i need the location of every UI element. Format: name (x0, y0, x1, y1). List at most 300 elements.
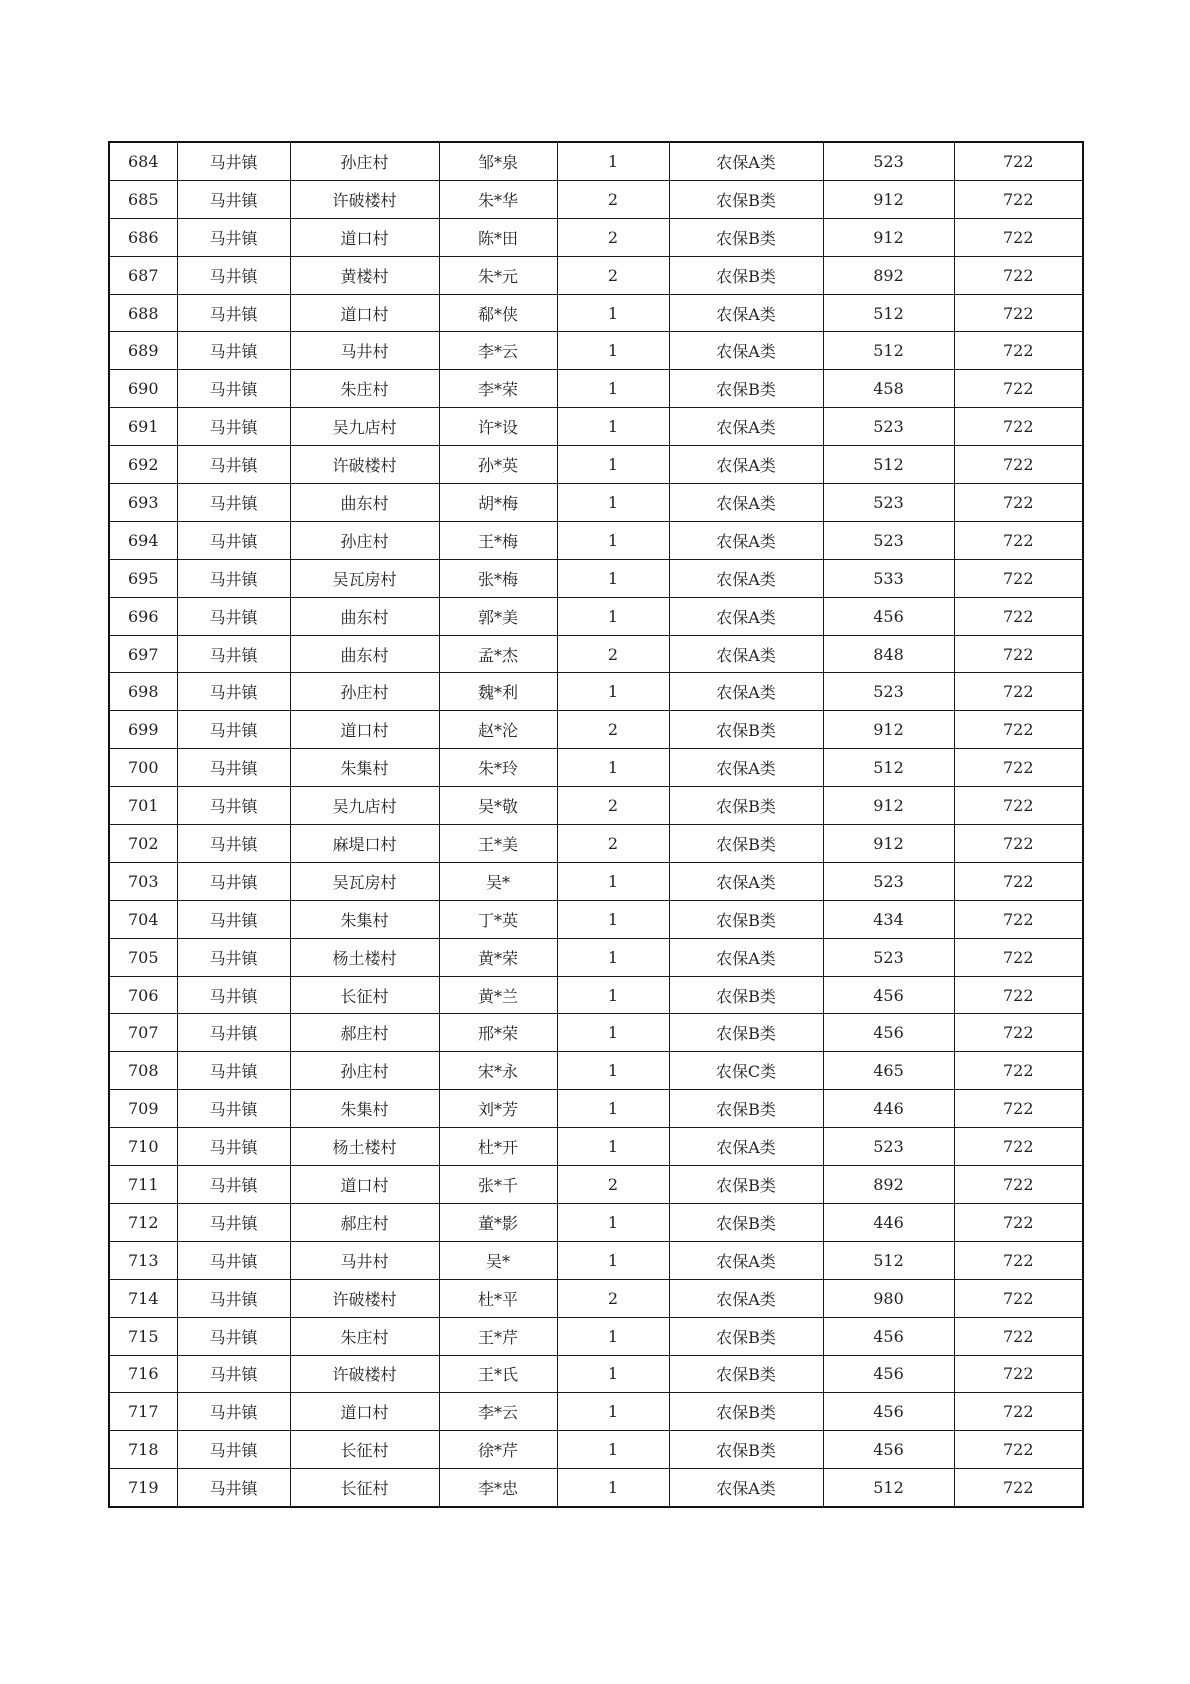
cell-category: 农保A类 (669, 635, 823, 673)
cell-standard: 722 (954, 332, 1083, 370)
table-row (109, 1279, 1083, 1317)
cell-count: 2 (557, 1279, 669, 1317)
cell-index: 705 (109, 938, 177, 976)
table-row (109, 1469, 1083, 1507)
cell-town: 马井镇 (177, 180, 290, 218)
cell-town: 马井镇 (177, 1469, 290, 1507)
cell-category: 农保A类 (669, 862, 823, 900)
cell-index: 701 (109, 787, 177, 825)
cell-standard: 722 (954, 1317, 1083, 1355)
cell-name: 魏*利 (439, 673, 557, 711)
cell-category: 农保B类 (669, 180, 823, 218)
cell-count: 1 (557, 862, 669, 900)
cell-village: 曲东村 (290, 484, 439, 522)
cell-amount: 456 (823, 976, 954, 1014)
cell-name: 杜*开 (439, 1128, 557, 1166)
cell-count: 2 (557, 218, 669, 256)
cell-village: 长征村 (290, 976, 439, 1014)
cell-count: 1 (557, 142, 669, 180)
cell-village: 道口村 (290, 711, 439, 749)
cell-amount: 892 (823, 1166, 954, 1204)
cell-count: 1 (557, 559, 669, 597)
cell-amount: 912 (823, 218, 954, 256)
cell-count: 1 (557, 1014, 669, 1052)
cell-amount: 446 (823, 1090, 954, 1128)
cell-count: 1 (557, 1090, 669, 1128)
cell-village: 孙庄村 (290, 1052, 439, 1090)
cell-village: 黄楼村 (290, 256, 439, 294)
table-row (109, 521, 1083, 559)
cell-village: 吴九店村 (290, 787, 439, 825)
cell-count: 1 (557, 673, 669, 711)
cell-town: 马井镇 (177, 1090, 290, 1128)
cell-town: 马井镇 (177, 976, 290, 1014)
cell-town: 马井镇 (177, 521, 290, 559)
cell-standard: 722 (954, 711, 1083, 749)
table-row (109, 332, 1083, 370)
cell-standard: 722 (954, 1431, 1083, 1469)
cell-village: 郝庄村 (290, 1203, 439, 1241)
cell-standard: 722 (954, 749, 1083, 787)
cell-count: 2 (557, 180, 669, 218)
cell-name: 黄*荣 (439, 938, 557, 976)
cell-name: 朱*华 (439, 180, 557, 218)
table-body (109, 142, 1083, 1507)
cell-village: 道口村 (290, 1166, 439, 1204)
table-row (109, 294, 1083, 332)
cell-name: 朱*玲 (439, 749, 557, 787)
table-row (109, 1014, 1083, 1052)
cell-index: 684 (109, 142, 177, 180)
cell-category: 农保B类 (669, 1317, 823, 1355)
cell-category: 农保A类 (669, 597, 823, 635)
cell-amount: 912 (823, 787, 954, 825)
cell-village: 吴瓦房村 (290, 559, 439, 597)
cell-category: 农保A类 (669, 142, 823, 180)
cell-name: 王*氏 (439, 1355, 557, 1393)
cell-standard: 722 (954, 1393, 1083, 1431)
cell-village: 长征村 (290, 1469, 439, 1507)
cell-village: 朱集村 (290, 900, 439, 938)
cell-village: 麻堤口村 (290, 825, 439, 863)
cell-count: 1 (557, 1431, 669, 1469)
cell-name: 吴* (439, 1241, 557, 1279)
cell-category: 农保A类 (669, 408, 823, 446)
cell-category: 农保A类 (669, 1279, 823, 1317)
cell-count: 1 (557, 370, 669, 408)
table-row (109, 1128, 1083, 1166)
cell-count: 1 (557, 521, 669, 559)
cell-category: 农保B类 (669, 370, 823, 408)
cell-index: 697 (109, 635, 177, 673)
cell-index: 687 (109, 256, 177, 294)
cell-town: 马井镇 (177, 787, 290, 825)
cell-village: 孙庄村 (290, 521, 439, 559)
cell-index: 694 (109, 521, 177, 559)
cell-category: 农保B类 (669, 825, 823, 863)
cell-category: 农保C类 (669, 1052, 823, 1090)
cell-town: 马井镇 (177, 1052, 290, 1090)
cell-index: 718 (109, 1431, 177, 1469)
table-row (109, 446, 1083, 484)
cell-standard: 722 (954, 825, 1083, 863)
table-row (109, 862, 1083, 900)
cell-category: 农保B类 (669, 711, 823, 749)
cell-village: 吴九店村 (290, 408, 439, 446)
cell-name: 李*云 (439, 332, 557, 370)
cell-village: 孙庄村 (290, 142, 439, 180)
table-row (109, 1052, 1083, 1090)
cell-name: 王*美 (439, 825, 557, 863)
cell-town: 马井镇 (177, 1431, 290, 1469)
table-row (109, 825, 1083, 863)
cell-category: 农保B类 (669, 1014, 823, 1052)
cell-amount: 456 (823, 1317, 954, 1355)
cell-standard: 722 (954, 408, 1083, 446)
cell-standard: 722 (954, 1166, 1083, 1204)
cell-index: 712 (109, 1203, 177, 1241)
cell-standard: 722 (954, 1355, 1083, 1393)
cell-name: 赵*沦 (439, 711, 557, 749)
cell-category: 农保B类 (669, 218, 823, 256)
cell-village: 孙庄村 (290, 673, 439, 711)
cell-count: 1 (557, 976, 669, 1014)
cell-standard: 722 (954, 673, 1083, 711)
cell-index: 702 (109, 825, 177, 863)
cell-index: 703 (109, 862, 177, 900)
cell-town: 马井镇 (177, 370, 290, 408)
table-row (109, 976, 1083, 1014)
cell-name: 董*影 (439, 1203, 557, 1241)
cell-amount: 512 (823, 749, 954, 787)
cell-standard: 722 (954, 597, 1083, 635)
cell-count: 1 (557, 484, 669, 522)
cell-town: 马井镇 (177, 1317, 290, 1355)
cell-town: 马井镇 (177, 1014, 290, 1052)
cell-name: 张*梅 (439, 559, 557, 597)
cell-name: 郭*美 (439, 597, 557, 635)
cell-amount: 523 (823, 673, 954, 711)
cell-count: 1 (557, 408, 669, 446)
cell-category: 农保A类 (669, 484, 823, 522)
table-row (109, 1431, 1083, 1469)
table-row (109, 559, 1083, 597)
cell-town: 马井镇 (177, 635, 290, 673)
cell-village: 马井村 (290, 1241, 439, 1279)
cell-name: 陈*田 (439, 218, 557, 256)
cell-category: 农保A类 (669, 559, 823, 597)
cell-name: 刘*芳 (439, 1090, 557, 1128)
table-row (109, 787, 1083, 825)
cell-town: 马井镇 (177, 938, 290, 976)
cell-village: 杨土楼村 (290, 1128, 439, 1166)
cell-standard: 722 (954, 862, 1083, 900)
cell-amount: 523 (823, 408, 954, 446)
cell-count: 1 (557, 1393, 669, 1431)
cell-name: 王*梅 (439, 521, 557, 559)
cell-standard: 722 (954, 976, 1083, 1014)
cell-amount: 446 (823, 1203, 954, 1241)
cell-category: 农保B类 (669, 1355, 823, 1393)
cell-town: 马井镇 (177, 673, 290, 711)
cell-amount: 533 (823, 559, 954, 597)
cell-count: 1 (557, 294, 669, 332)
table-row (109, 597, 1083, 635)
cell-amount: 912 (823, 825, 954, 863)
cell-name: 邢*荣 (439, 1014, 557, 1052)
cell-village: 马井村 (290, 332, 439, 370)
cell-count: 2 (557, 825, 669, 863)
cell-standard: 722 (954, 1469, 1083, 1507)
cell-village: 朱庄村 (290, 1317, 439, 1355)
cell-index: 688 (109, 294, 177, 332)
cell-name: 黄*兰 (439, 976, 557, 1014)
cell-index: 714 (109, 1279, 177, 1317)
cell-standard: 722 (954, 180, 1083, 218)
cell-index: 704 (109, 900, 177, 938)
cell-index: 693 (109, 484, 177, 522)
cell-town: 马井镇 (177, 825, 290, 863)
cell-name: 朱*元 (439, 256, 557, 294)
cell-name: 徐*芹 (439, 1431, 557, 1469)
cell-name: 吴* (439, 862, 557, 900)
cell-village: 道口村 (290, 218, 439, 256)
cell-index: 686 (109, 218, 177, 256)
cell-index: 689 (109, 332, 177, 370)
cell-name: 李*云 (439, 1393, 557, 1431)
cell-village: 道口村 (290, 1393, 439, 1431)
cell-name: 孟*杰 (439, 635, 557, 673)
table-row (109, 1090, 1083, 1128)
cell-town: 马井镇 (177, 862, 290, 900)
cell-standard: 722 (954, 142, 1083, 180)
cell-category: 农保B类 (669, 256, 823, 294)
cell-standard: 722 (954, 446, 1083, 484)
table-row (109, 749, 1083, 787)
cell-standard: 722 (954, 1128, 1083, 1166)
cell-count: 1 (557, 1241, 669, 1279)
table-row (109, 408, 1083, 446)
table-row (109, 1203, 1083, 1241)
cell-village: 朱集村 (290, 749, 439, 787)
cell-town: 马井镇 (177, 408, 290, 446)
cell-name: 李*忠 (439, 1469, 557, 1507)
cell-standard: 722 (954, 787, 1083, 825)
cell-index: 706 (109, 976, 177, 1014)
cell-name: 丁*英 (439, 900, 557, 938)
cell-category: 农保A类 (669, 938, 823, 976)
cell-amount: 434 (823, 900, 954, 938)
cell-town: 马井镇 (177, 711, 290, 749)
cell-index: 698 (109, 673, 177, 711)
cell-standard: 722 (954, 294, 1083, 332)
cell-amount: 892 (823, 256, 954, 294)
cell-count: 1 (557, 749, 669, 787)
cell-count: 1 (557, 1355, 669, 1393)
cell-standard: 722 (954, 256, 1083, 294)
cell-category: 农保A类 (669, 1128, 823, 1166)
cell-village: 杨土楼村 (290, 938, 439, 976)
cell-standard: 722 (954, 559, 1083, 597)
cell-count: 1 (557, 1052, 669, 1090)
table-row (109, 635, 1083, 673)
cell-index: 708 (109, 1052, 177, 1090)
cell-count: 2 (557, 1166, 669, 1204)
cell-amount: 512 (823, 446, 954, 484)
cell-village: 曲东村 (290, 635, 439, 673)
cell-count: 2 (557, 635, 669, 673)
cell-name: 李*荣 (439, 370, 557, 408)
table-row (109, 1241, 1083, 1279)
cell-name: 王*芹 (439, 1317, 557, 1355)
cell-category: 农保B类 (669, 1203, 823, 1241)
cell-town: 马井镇 (177, 1393, 290, 1431)
cell-town: 马井镇 (177, 294, 290, 332)
cell-count: 1 (557, 938, 669, 976)
table-row (109, 180, 1083, 218)
cell-index: 685 (109, 180, 177, 218)
cell-amount: 912 (823, 180, 954, 218)
cell-town: 马井镇 (177, 142, 290, 180)
cell-standard: 722 (954, 1014, 1083, 1052)
cell-index: 716 (109, 1355, 177, 1393)
table-row (109, 900, 1083, 938)
cell-category: 农保A类 (669, 521, 823, 559)
cell-standard: 722 (954, 938, 1083, 976)
cell-town: 马井镇 (177, 484, 290, 522)
cell-category: 农保A类 (669, 673, 823, 711)
cell-town: 马井镇 (177, 1355, 290, 1393)
cell-count: 1 (557, 1128, 669, 1166)
table-row (109, 938, 1083, 976)
cell-category: 农保A类 (669, 1469, 823, 1507)
cell-count: 1 (557, 1203, 669, 1241)
cell-category: 农保B类 (669, 976, 823, 1014)
cell-count: 1 (557, 332, 669, 370)
table-row (109, 1317, 1083, 1355)
cell-count: 1 (557, 597, 669, 635)
cell-standard: 722 (954, 521, 1083, 559)
cell-town: 马井镇 (177, 597, 290, 635)
cell-town: 马井镇 (177, 1166, 290, 1204)
cell-town: 马井镇 (177, 559, 290, 597)
cell-category: 农保A类 (669, 1241, 823, 1279)
cell-category: 农保B类 (669, 1090, 823, 1128)
cell-amount: 523 (823, 521, 954, 559)
cell-index: 710 (109, 1128, 177, 1166)
table-row (109, 256, 1083, 294)
cell-amount: 523 (823, 862, 954, 900)
cell-index: 700 (109, 749, 177, 787)
cell-standard: 722 (954, 1203, 1083, 1241)
cell-amount: 912 (823, 711, 954, 749)
cell-standard: 722 (954, 635, 1083, 673)
cell-index: 709 (109, 1090, 177, 1128)
cell-amount: 456 (823, 1014, 954, 1052)
table-row (109, 218, 1083, 256)
cell-village: 朱庄村 (290, 370, 439, 408)
cell-count: 1 (557, 900, 669, 938)
cell-village: 道口村 (290, 294, 439, 332)
table-row (109, 142, 1083, 180)
cell-village: 许破楼村 (290, 1355, 439, 1393)
cell-town: 马井镇 (177, 256, 290, 294)
cell-index: 707 (109, 1014, 177, 1052)
cell-amount: 523 (823, 1128, 954, 1166)
cell-amount: 512 (823, 332, 954, 370)
cell-name: 许*设 (439, 408, 557, 446)
cell-index: 696 (109, 597, 177, 635)
cell-name: 吴*敬 (439, 787, 557, 825)
cell-village: 曲东村 (290, 597, 439, 635)
cell-count: 1 (557, 1469, 669, 1507)
cell-name: 孙*英 (439, 446, 557, 484)
cell-category: 农保A类 (669, 332, 823, 370)
cell-index: 699 (109, 711, 177, 749)
cell-town: 马井镇 (177, 446, 290, 484)
cell-amount: 456 (823, 1355, 954, 1393)
cell-town: 马井镇 (177, 218, 290, 256)
cell-category: 农保B类 (669, 1166, 823, 1204)
cell-index: 715 (109, 1317, 177, 1355)
cell-amount: 512 (823, 1241, 954, 1279)
table-row (109, 1355, 1083, 1393)
cell-count: 2 (557, 787, 669, 825)
cell-category: 农保A类 (669, 446, 823, 484)
cell-town: 马井镇 (177, 900, 290, 938)
cell-amount: 456 (823, 1393, 954, 1431)
cell-standard: 722 (954, 370, 1083, 408)
table-row (109, 1166, 1083, 1204)
table-row (109, 370, 1083, 408)
cell-amount: 523 (823, 484, 954, 522)
cell-amount: 523 (823, 142, 954, 180)
cell-standard: 722 (954, 218, 1083, 256)
cell-category: 农保B类 (669, 900, 823, 938)
cell-index: 691 (109, 408, 177, 446)
table-row (109, 1393, 1083, 1431)
cell-index: 695 (109, 559, 177, 597)
cell-village: 吴瓦房村 (290, 862, 439, 900)
cell-amount: 512 (823, 294, 954, 332)
data-table (108, 141, 1084, 1508)
cell-village: 郝庄村 (290, 1014, 439, 1052)
cell-category: 农保A类 (669, 294, 823, 332)
cell-standard: 722 (954, 1279, 1083, 1317)
cell-town: 马井镇 (177, 1241, 290, 1279)
cell-category: 农保B类 (669, 1393, 823, 1431)
cell-amount: 523 (823, 938, 954, 976)
cell-standard: 722 (954, 1241, 1083, 1279)
cell-index: 711 (109, 1166, 177, 1204)
cell-count: 2 (557, 711, 669, 749)
cell-amount: 512 (823, 1469, 954, 1507)
cell-count: 1 (557, 446, 669, 484)
cell-town: 马井镇 (177, 1128, 290, 1166)
table-row (109, 484, 1083, 522)
cell-name: 郗*侠 (439, 294, 557, 332)
cell-index: 719 (109, 1469, 177, 1507)
cell-count: 2 (557, 256, 669, 294)
cell-standard: 722 (954, 484, 1083, 522)
cell-category: 农保B类 (669, 1431, 823, 1469)
cell-town: 马井镇 (177, 1203, 290, 1241)
cell-amount: 458 (823, 370, 954, 408)
cell-amount: 980 (823, 1279, 954, 1317)
cell-name: 杜*平 (439, 1279, 557, 1317)
cell-amount: 848 (823, 635, 954, 673)
cell-town: 马井镇 (177, 1279, 290, 1317)
